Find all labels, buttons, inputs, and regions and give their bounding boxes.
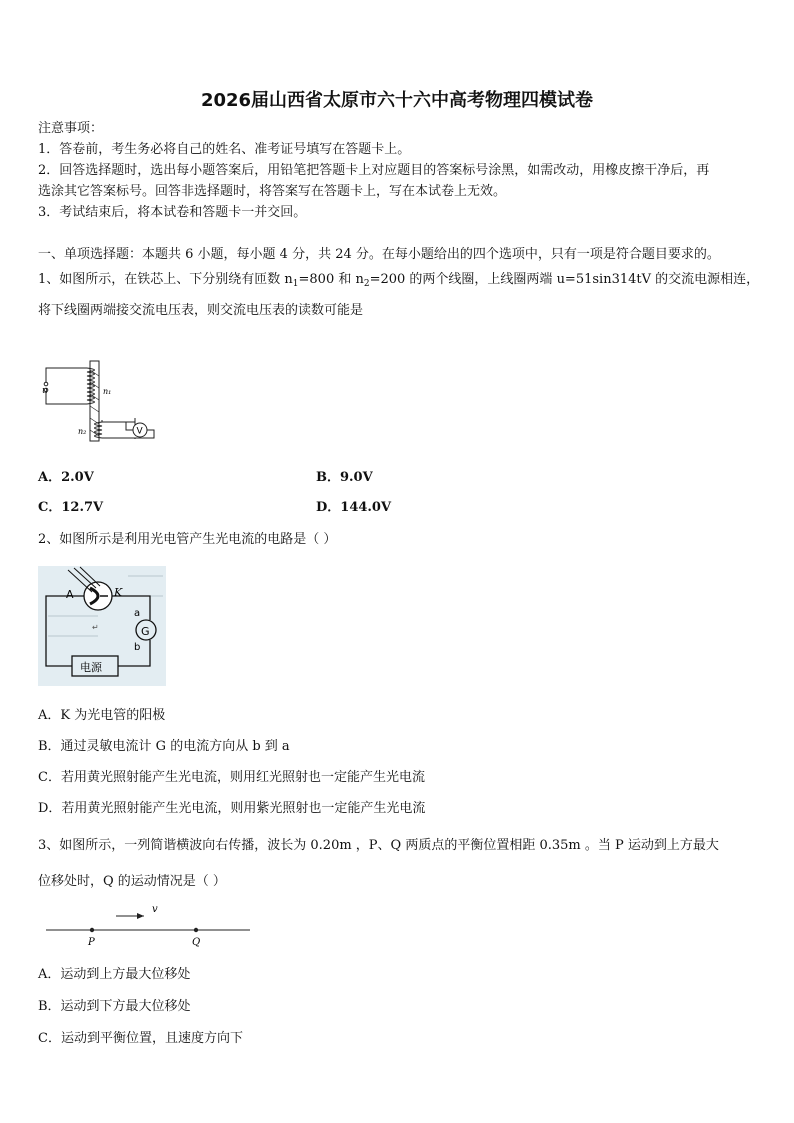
label-n1: n₁ — [103, 387, 112, 396]
q1-n2-sub: 2 — [363, 279, 370, 289]
notice-heading: 注意事项： — [38, 121, 104, 136]
primary-coil — [46, 368, 95, 404]
q3-option-a: A．运动到上方最大位移处 — [38, 967, 191, 982]
q1-option-c: C．12.7V — [38, 500, 104, 515]
q1-option-b: B．9.0V — [316, 470, 373, 485]
notice-item-2-cont: 选涂其它答案标号。回答非选择题时，将答案写在答题卡上，写在本试卷上无效。 — [38, 184, 507, 199]
label-v: V — [136, 426, 143, 437]
q3-stem-line2: 位移处时，Q 的运动情况是（ ） — [38, 874, 226, 889]
q3-stem-line1: 3、如图所示，一列简谐横波向右传播，波长为 0.20m ，P、Q 两质点的平衡位置相距 0.35m 。当 P 运动到上方最大 — [38, 838, 719, 853]
section-heading: 一、单项选择题：本题共 6 小题，每小题 4 分，共 24 分。在每小题给出的四个选项中，只有一项是符合题目要求的。 — [38, 247, 720, 262]
label-anode-a: A — [66, 588, 74, 601]
page-title: 2026届山西省太原市六十六中高考物理四模试卷 — [200, 90, 594, 111]
return-mark: ↵ — [92, 623, 99, 632]
q1-option-d: D．144.0V — [316, 500, 392, 515]
label-q: Q — [192, 937, 201, 948]
q1-stem-a: 1、如图所示，在铁芯上、下分别绕有匝数 n — [38, 272, 293, 287]
notice-item-3: 3．考试结束后，将本试卷和答题卡一并交回。 — [38, 205, 307, 220]
label-p: P — [88, 937, 95, 948]
phototube-circuit-diagram — [38, 566, 166, 686]
label-g: G — [141, 625, 150, 638]
wave-axis-diagram — [44, 900, 254, 950]
q1-n1-sub: 1 — [292, 279, 299, 289]
q1-stem-b: =800 和 n — [298, 272, 364, 287]
q1-stem-line2: 将下线圈两端接交流电压表，则交流电压表的读数可能是 — [38, 303, 364, 318]
label-b: b — [134, 642, 141, 653]
q2-stem: 2、如图所示是利用光电管产生光电流的电路是（ ） — [38, 532, 337, 547]
q3-option-c: C．运动到平衡位置，且速度方向下 — [38, 1031, 243, 1046]
notice-item-2: 2．回答选择题时，选出每小题答案后，用铅笔把答题卡上对应题目的答案标号涂黑，如需改动，用橡皮擦干净后，再 — [38, 163, 710, 178]
secondary-coil — [95, 418, 136, 439]
power-source-label: 电源 — [80, 661, 102, 674]
point-p — [90, 928, 94, 932]
label-cathode-k: K — [114, 586, 123, 599]
transformer-diagram — [40, 358, 160, 444]
q1-option-a: A．2.0V — [38, 470, 94, 485]
q3-option-b: B．运动到下方最大位移处 — [38, 999, 191, 1014]
point-q — [194, 928, 198, 932]
q1-stem-line1 — [38, 272, 759, 292]
q1-stem-c: =200 的两个线圈，上线圈两端 u=51sin314tV 的交流电源相连， — [369, 272, 760, 287]
q2-option-c: C．若用黄光照射能产生光电流，则用红光照射也一定能产生光电流 — [38, 770, 425, 785]
label-n2: n₂ — [78, 427, 87, 436]
q2-option-a: A．K 为光电管的阳极 — [38, 708, 166, 723]
notice-item-1: 1．答卷前，考生务必将自己的姓名、准考证号填写在答题卡上。 — [38, 142, 411, 157]
q2-option-b: B．通过灵敏电流计 G 的电流方向从 b 到 a — [38, 739, 290, 754]
label-u: u — [42, 386, 48, 396]
label-v: v — [152, 904, 158, 915]
label-a: a — [134, 608, 141, 619]
q2-option-d: D．若用黄光照射能产生光电流，则用紫光照射也一定能产生光电流 — [38, 801, 426, 816]
